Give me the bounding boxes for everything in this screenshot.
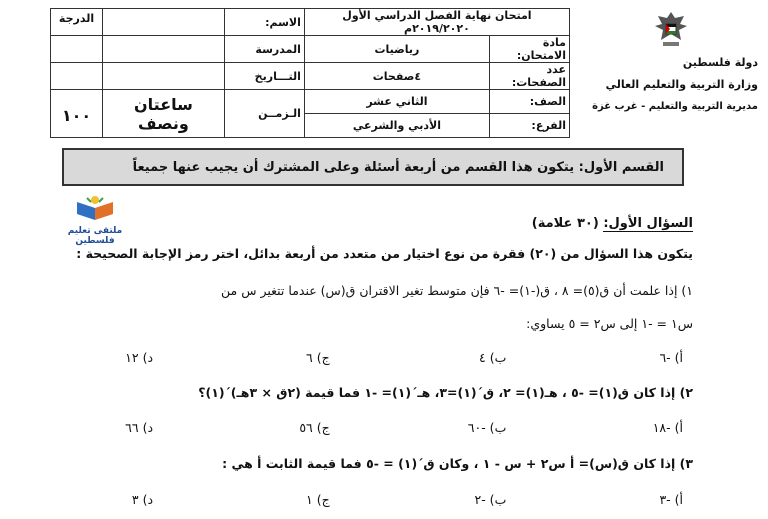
side-logo-caption: ملتقى تعليم فلسطين bbox=[67, 226, 123, 246]
option-c[interactable]: ج) ١ bbox=[306, 492, 330, 507]
question1-label: السؤال الأول: bbox=[603, 216, 693, 231]
option-b[interactable]: ب) ٤ bbox=[479, 350, 507, 365]
time-label: الـزمــن bbox=[224, 90, 304, 138]
pages-label: عدد الصفحات: bbox=[490, 63, 570, 90]
option-c[interactable]: ج) ٥٦ bbox=[299, 420, 330, 435]
option-b[interactable]: ب) -٦٠ bbox=[467, 420, 507, 435]
option-a[interactable]: أ) -١٨ bbox=[652, 420, 683, 435]
org-state: دولة فلسطين bbox=[682, 56, 758, 69]
question1-title bbox=[532, 216, 693, 231]
exam-header-table bbox=[50, 8, 570, 138]
grade-cell-3 bbox=[51, 63, 103, 90]
name-value bbox=[103, 9, 225, 36]
item3-line1: ٣) إذا كان ق(س)= أ س٢ + س - ١ ، وكان ق´(١) = -٥ فما قيمة الثابت أ هي : bbox=[222, 456, 693, 471]
org-directorate: مديرية التربية والتعليم - غرب غزة bbox=[592, 101, 758, 112]
org-block bbox=[578, 8, 764, 130]
name-label: الاسم: bbox=[224, 9, 304, 36]
subject-label: مادة الامتحان: bbox=[490, 36, 570, 63]
item1-line1: ١) إذا علمت أن ق(٥)= ٨ ، ق(-١)= -٦ فإن متوسط تغير الاقتران ق(س) عندما تتغير س من bbox=[221, 283, 693, 298]
item1-options bbox=[83, 350, 683, 365]
item3-options bbox=[83, 492, 683, 507]
time-value: ساعتان ونصف bbox=[103, 90, 225, 138]
option-c[interactable]: ج) ٦ bbox=[306, 350, 330, 365]
branch-label: الفرع: bbox=[490, 114, 570, 138]
exam-title: امتحان نهاية الفصل الدراسي الأول ٢٠١٩/٢٠٢٠م bbox=[304, 9, 569, 36]
grade-cell-2 bbox=[51, 36, 103, 63]
book-logo-icon bbox=[73, 194, 117, 222]
subject-value: رياضيات bbox=[304, 36, 489, 63]
question1-marks: (٣٠ علامة) bbox=[531, 216, 599, 231]
question1-intro: يتكون هذا السؤال من (٢٠) فقرة من نوع اختيار من متعدد من أربعة بدائل، اختر رمز الإجابة الصحيحة : bbox=[76, 246, 693, 261]
option-a[interactable]: أ) -٣ bbox=[659, 492, 683, 507]
option-d[interactable]: د) ١٢ bbox=[125, 350, 154, 365]
org-ministry: وزارة التربية والتعليم العالي bbox=[605, 78, 758, 91]
eagle-emblem-icon bbox=[654, 10, 688, 48]
pages-value: ٤صفحات bbox=[304, 63, 489, 90]
item2-options bbox=[83, 420, 683, 435]
option-d[interactable]: د) ٣ bbox=[131, 492, 154, 507]
option-b[interactable]: ب) -٢ bbox=[474, 492, 507, 507]
class-value: الثاني عشر bbox=[304, 90, 489, 114]
option-d[interactable]: د) ٦٦ bbox=[125, 420, 154, 435]
total-marks: ١٠٠ bbox=[51, 90, 103, 138]
school-value bbox=[103, 36, 225, 63]
item2-line1: ٢) إذا كان ق(١)= -٥ ، هـ(١)= ٢، ق´(١)=٣، هـ´(١)= -١ فما قيمة (٢ق × ٣هـ)´(١)؟ bbox=[198, 385, 693, 400]
date-value bbox=[103, 63, 225, 90]
section-banner: القسم الأول: يتكون هذا القسم من أربعة أسئلة وعلى المشترك أن يجيب عنها جميعاً bbox=[62, 148, 684, 186]
school-label: المدرسة bbox=[224, 36, 304, 63]
item1-line2: س١ = -١ إلى س٢ = ٥ يساوي: bbox=[526, 316, 693, 331]
class-label: الصف: bbox=[490, 90, 570, 114]
option-a[interactable]: أ) -٦ bbox=[659, 350, 683, 365]
branch-value: الأدبي والشرعي bbox=[304, 114, 489, 138]
date-label: التـــاريخ bbox=[224, 63, 304, 90]
side-logo bbox=[60, 194, 130, 246]
grade-label: الدرجة bbox=[51, 9, 103, 36]
